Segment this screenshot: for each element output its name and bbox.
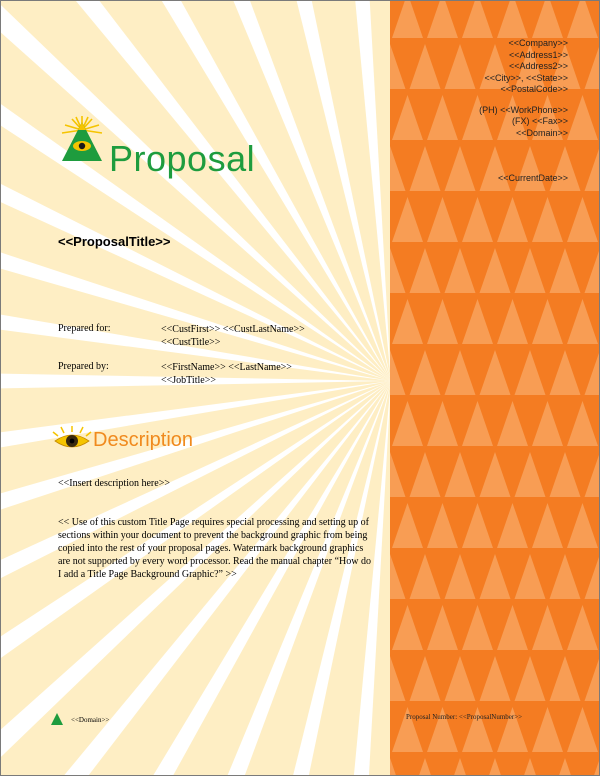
pattern-triangle xyxy=(462,401,493,446)
pattern-triangle xyxy=(390,758,406,776)
pattern-triangle xyxy=(550,656,581,701)
pattern-triangle xyxy=(445,656,476,701)
pattern-triangle xyxy=(392,95,423,140)
pattern-triangle xyxy=(515,248,546,293)
insert-description-placeholder: <<Insert description here>> xyxy=(58,478,170,489)
pattern-triangle xyxy=(567,197,598,242)
pattern-triangle xyxy=(550,554,581,599)
eye-icon xyxy=(52,426,92,452)
pattern-triangle xyxy=(445,248,476,293)
pattern-triangle xyxy=(392,503,423,548)
pattern-triangle xyxy=(550,248,581,293)
prepared-by-value xyxy=(161,361,292,387)
pattern-triangle xyxy=(532,605,563,650)
prepared-by-label: Prepared by: xyxy=(58,361,109,372)
pattern-triangle xyxy=(390,350,406,395)
pattern-triangle xyxy=(497,1,528,38)
address-line-2: <<Address2>> xyxy=(508,61,568,71)
pattern-triangle xyxy=(515,350,546,395)
pattern-triangle xyxy=(410,248,441,293)
pattern-triangle xyxy=(585,248,600,293)
pattern-triangle xyxy=(515,452,546,497)
pattern-triangle xyxy=(497,503,528,548)
fax-number: (FX) <<Fax>> xyxy=(511,116,568,126)
pattern-triangle xyxy=(585,554,600,599)
pattern-triangle xyxy=(427,401,458,446)
pattern-triangle xyxy=(410,146,441,191)
pattern-triangle xyxy=(550,758,581,776)
pattern-triangle xyxy=(585,758,600,776)
city-state: <<City>>, <<State>> xyxy=(484,72,568,83)
pattern-triangle xyxy=(532,707,563,752)
description-body: << Use of this custom Title Page requires special processing and setting up of sections within your document to prevent the background graphic from being copied into the rest of your proposal pages. Watermark background graphics are not supported by every word processor. Read the manual chapter “How do I add a Title Page Background Graphic?” >> xyxy=(58,517,371,580)
domain: <<Domain>> xyxy=(515,127,568,138)
pattern-triangle xyxy=(585,350,600,395)
pattern-triangle xyxy=(410,656,441,701)
pattern-triangle xyxy=(480,350,511,395)
pattern-triangle xyxy=(515,146,546,191)
pattern-triangle xyxy=(390,44,406,89)
pattern-triangle xyxy=(585,146,600,191)
pattern-triangle xyxy=(445,554,476,599)
pattern-triangle xyxy=(532,401,563,446)
pattern-triangle xyxy=(462,197,493,242)
pattern-triangle xyxy=(585,656,600,701)
pattern-triangle xyxy=(392,401,423,446)
pattern-triangle xyxy=(497,197,528,242)
pattern-triangle xyxy=(550,146,581,191)
pattern-triangle xyxy=(392,197,423,242)
pattern-triangle xyxy=(427,197,458,242)
pattern-triangle xyxy=(567,503,598,548)
pattern-triangle xyxy=(480,146,511,191)
customer-title: <<CustTitle>> xyxy=(161,337,221,348)
pattern-triangle xyxy=(515,758,546,776)
footer-domain: <<Domain>> xyxy=(71,716,110,724)
pattern-triangle xyxy=(410,44,441,89)
pattern-triangle xyxy=(550,350,581,395)
footer-proposal-number: Proposal Number: <<ProposalNumber>> xyxy=(406,713,523,721)
pattern-triangle xyxy=(427,299,458,344)
pattern-triangle xyxy=(392,1,423,38)
pattern-triangle xyxy=(585,452,600,497)
pattern-triangle xyxy=(427,95,458,140)
pattern-triangle xyxy=(550,452,581,497)
pattern-triangle xyxy=(567,605,598,650)
pattern-triangle xyxy=(515,554,546,599)
pattern-triangle xyxy=(567,707,598,752)
pattern-triangle xyxy=(567,1,598,38)
pattern-triangle xyxy=(567,95,598,140)
pattern-triangle xyxy=(567,401,598,446)
prepared-for-label: Prepared for: xyxy=(58,323,111,334)
pattern-triangle xyxy=(480,452,511,497)
work-phone: (PH) <<WorkPhone>> xyxy=(479,104,568,115)
pattern-triangle xyxy=(497,401,528,446)
pattern-triangle xyxy=(390,452,406,497)
prepared-for-value xyxy=(161,323,305,349)
pattern-triangle xyxy=(445,452,476,497)
proposal-brand-title: Proposal xyxy=(109,138,256,179)
pattern-triangle xyxy=(410,452,441,497)
pattern-triangle xyxy=(585,44,600,89)
green-triangle-icon xyxy=(51,713,63,725)
pattern-triangle xyxy=(390,554,406,599)
current-date: <<CurrentDate>> xyxy=(497,173,568,183)
pattern-triangle xyxy=(462,1,493,38)
pattern-triangle xyxy=(390,146,406,191)
pattern-triangle xyxy=(445,44,476,89)
pattern-triangle xyxy=(427,605,458,650)
pattern-triangle xyxy=(480,656,511,701)
company-contact-block xyxy=(479,38,568,139)
pattern-triangle xyxy=(390,656,406,701)
pattern-triangle xyxy=(462,605,493,650)
pattern-triangle xyxy=(567,299,598,344)
pattern-triangle xyxy=(390,248,406,293)
address-line-1: <<Address1>> xyxy=(508,49,568,60)
company-name: <<Company>> xyxy=(508,38,568,48)
pattern-triangle xyxy=(480,554,511,599)
customer-name: <<CustFirst>> <<CustLastName>> xyxy=(161,324,305,335)
pattern-triangle xyxy=(445,146,476,191)
proposal-title: <<ProposalTitle>> xyxy=(58,234,171,249)
pattern-triangle xyxy=(497,605,528,650)
pattern-triangle xyxy=(392,299,423,344)
pattern-triangle xyxy=(532,1,563,38)
description-heading: Description xyxy=(93,429,194,451)
pattern-triangle xyxy=(480,758,511,776)
pattern-triangle xyxy=(532,299,563,344)
pattern-triangle xyxy=(532,503,563,548)
pattern-triangle xyxy=(445,350,476,395)
pattern-triangle xyxy=(445,758,476,776)
pattern-triangle xyxy=(392,605,423,650)
pattern-triangle xyxy=(410,350,441,395)
pattern-triangle xyxy=(410,758,441,776)
pattern-triangle xyxy=(410,554,441,599)
postal-code: <<PostalCode>> xyxy=(500,84,568,94)
pattern-triangle xyxy=(462,299,493,344)
pattern-triangle xyxy=(427,1,458,38)
orange-triangle-panel xyxy=(390,1,600,776)
author-name: <<FirstName>> <<LastName>> xyxy=(161,362,292,373)
pattern-triangle xyxy=(462,503,493,548)
pattern-triangle xyxy=(480,248,511,293)
author-title: <<JobTitle>> xyxy=(161,375,216,386)
pattern-triangle xyxy=(515,656,546,701)
pattern-triangle xyxy=(427,503,458,548)
pattern-triangle xyxy=(532,197,563,242)
pattern-triangle xyxy=(497,299,528,344)
